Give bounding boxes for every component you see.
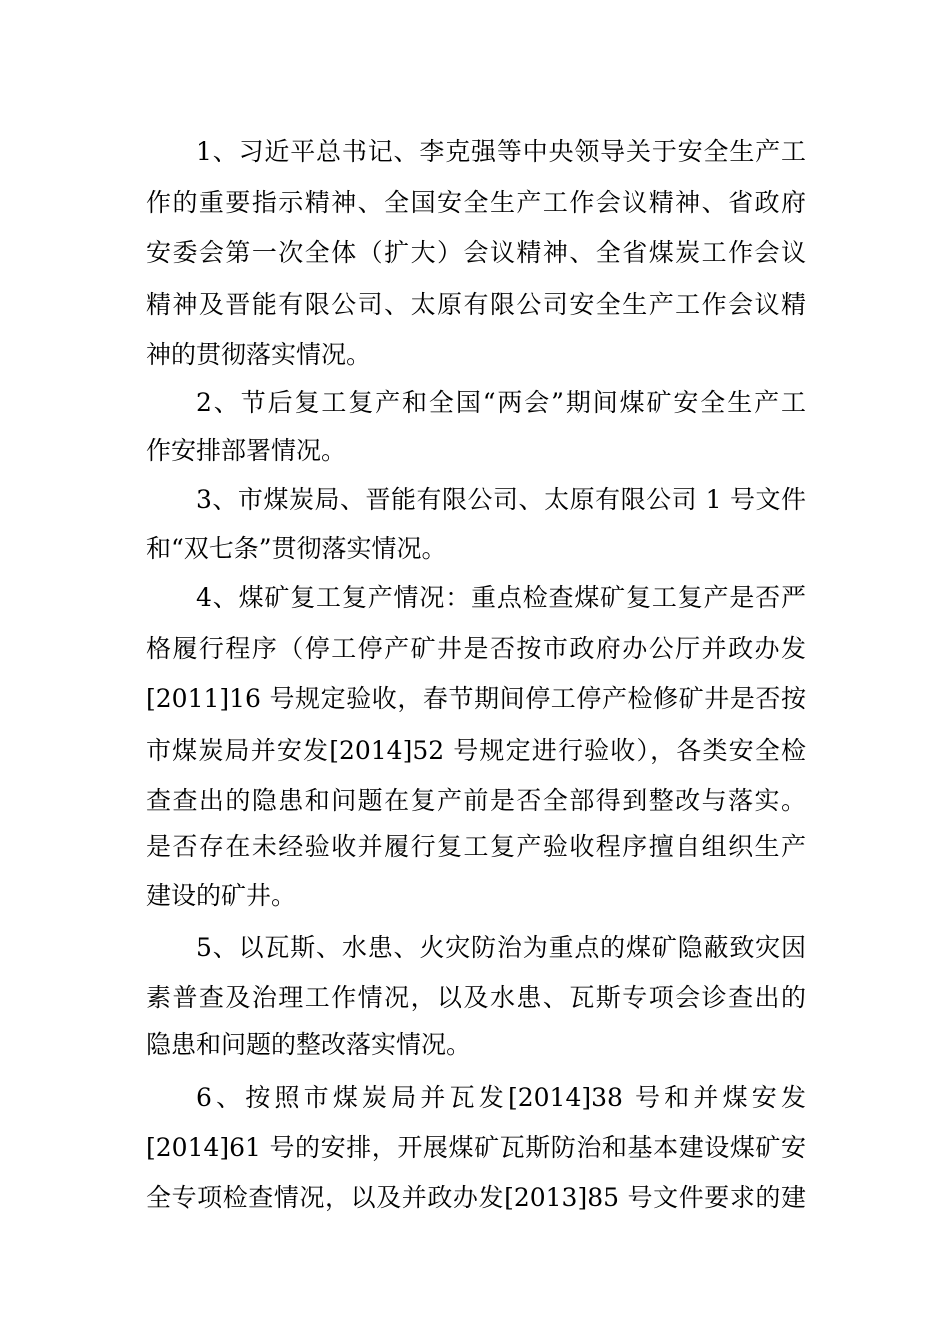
item-4-line-1: 4、煤矿复工复产情况：重点检查煤矿复工复产是否严	[196, 583, 806, 612]
item-4-line-5: 查查出的隐患和问题在复产前是否全部得到整改与落实。	[146, 786, 806, 815]
item-4-line-3: [2011]16 号规定验收，春节期间停工停产检修矿井是否按	[146, 684, 806, 713]
item-6-line-2: [2014]61 号的安排，开展煤矿瓦斯防治和基本建设煤矿安	[146, 1133, 806, 1162]
item-6-line-1: 6、按照市煤炭局并瓦发[2014]38 号和并煤安发	[196, 1083, 806, 1112]
item-5-line-1: 5、以瓦斯、水患、火灾防治为重点的煤矿隐蔽致灾因	[196, 933, 806, 962]
item-1-line-2: 作的重要指示精神、全国安全生产工作会议精神、省政府	[146, 188, 806, 217]
item-1-line-3: 安委会第一次全体（扩大）会议精神、全省煤炭工作会议	[146, 238, 806, 267]
item-2-line-1: 2、节后复工复产和全国“两会”期间煤矿安全生产工	[196, 388, 806, 417]
item-4-line-2: 格履行程序（停工停产矿井是否按市政府办公厅并政办发	[146, 634, 806, 663]
item-3-line-2: 和“双七条”贯彻落实情况。	[146, 534, 447, 563]
item-4-line-6: 是否存在未经验收并履行复工复产验收程序擅自组织生产	[146, 832, 806, 861]
item-3-line-1: 3、市煤炭局、晋能有限公司、太原有限公司 1 号文件	[196, 485, 806, 514]
item-5-line-2: 素普查及治理工作情况，以及水患、瓦斯专项会诊查出的	[146, 983, 806, 1012]
item-5-line-3: 隐患和问题的整改落实情况。	[146, 1030, 472, 1059]
item-1-line-5: 神的贯彻落实情况。	[146, 340, 372, 369]
item-1-line-4: 精神及晋能有限公司、太原有限公司安全生产工作会议精	[146, 290, 806, 319]
item-6-line-3: 全专项检查情况，以及并政办发[2013]85 号文件要求的建	[146, 1183, 806, 1212]
item-4-line-7: 建设的矿井。	[146, 881, 297, 910]
item-4-line-4: 市煤炭局并安发[2014]52 号规定进行验收），各类安全检	[146, 736, 806, 765]
item-1-line-1: 1、习近平总书记、李克强等中央领导关于安全生产工	[196, 137, 806, 166]
item-2-line-2: 作安排部署情况。	[146, 436, 347, 465]
